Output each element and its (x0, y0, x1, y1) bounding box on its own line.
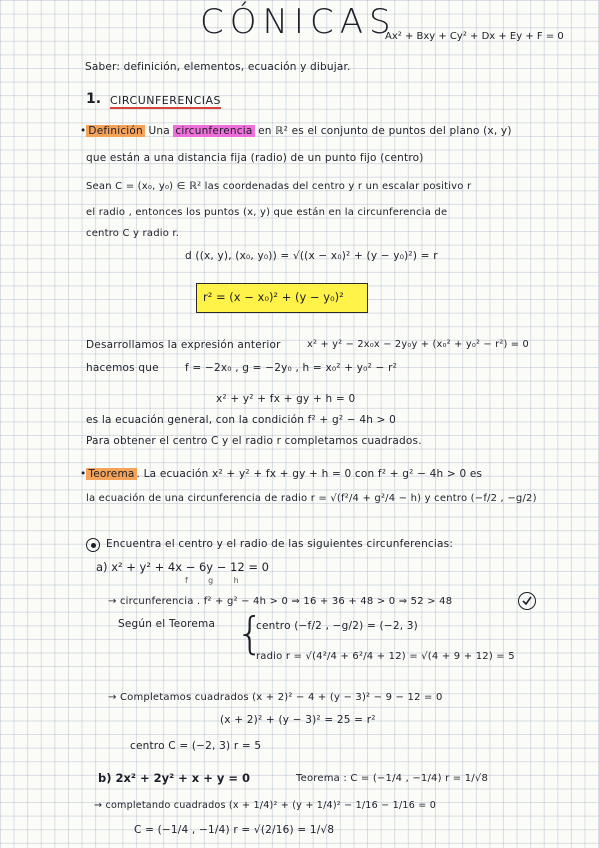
theorem-line-2: la ecuación de una circunferencia de radio r = √(f²/4 + g²/4 − h) y centro (−f/2 , −g/2) (86, 493, 537, 504)
brace-icon: { (236, 608, 264, 659)
definition-line-2: que están a una distancia fija (radio) de un punto fijo (centro) (86, 152, 424, 164)
exercise-a-centro: centro (−f/2 , −g/2) = (−2, 3) (256, 620, 418, 632)
develop-line-3: es la ecuación general, con la condición f² + g² − 4h > 0 (86, 414, 397, 426)
exercise-a-result: centro C = (−2, 3) r = 5 (130, 740, 262, 752)
general-conic-equation: Ax² + Bxy + Cy² + Dx + Ey + F = 0 (385, 31, 564, 42)
develop-line-4: Para obtener el centro C y el radio r completamos cuadrados. (86, 435, 422, 447)
theorem-line-1: • Teorema . La ecuación x² + y² + fx + gy + h = 0 con f² + g² − 4h > 0 es (80, 468, 483, 480)
exercise-b-result: C = (−1/4 , −1/4) r = √(2/16) = 1/√8 (134, 824, 335, 836)
general-equation: x² + y² + fx + gy + h = 0 (216, 393, 356, 405)
boxed-formula: r² = (x − x₀)² + (y − y₀)² (203, 290, 344, 304)
theorem-line-1-text: . La ecuación x² + y² + fx + gy + h = 0 con f² + g² − 4h > 0 es (136, 468, 483, 480)
definition-label: Definición (88, 125, 143, 137)
exercise-b-complete: → completando cuadrados (x + 1/4)² + (y + 1/4)² − 1/16 − 1/16 = 0 (94, 800, 437, 811)
exercise-a-equation: a) x² + y² + 4x − 6y − 12 = 0 (96, 560, 269, 574)
exercise-a-complete-1: → Completamos cuadrados (x + 2)² − 4 + (y − 3)² − 9 − 12 = 0 (108, 692, 443, 703)
develop-line-2b: f = −2x₀ , g = −2y₀ , h = x₀² + y₀² − r² (185, 362, 398, 374)
theorem-label: Teorema (88, 468, 135, 480)
page-title: CÓNICAS (200, 2, 397, 42)
exercise-a-theorem: Según el Teorema (118, 618, 216, 630)
sean-line-2: el radio , entonces los puntos (x, y) que están en la circunferencia de (86, 207, 448, 218)
section-heading: CIRCUNFERENCIAS (110, 94, 222, 107)
section-number: 1. (86, 91, 102, 107)
exercise-b-theorem: Teorema : C = (−1/4 , −1/4) r = 1/√8 (296, 773, 489, 784)
checkmark-icon (518, 592, 536, 610)
exercise-a-check: → circunferencia . f² + g² − 4h > 0 ⇒ 16 + 36 + 48 > 0 ⇒ 52 > 48 (108, 596, 453, 607)
definition-highlight: circunferencia (175, 125, 253, 137)
sean-line-3: centro C y radio r. (86, 228, 180, 239)
develop-line-2a: hacemos que (86, 362, 159, 374)
distance-formula: d ((x, y), (x₀, y₀)) = √((x − x₀)² + (y − y₀)²) = r (185, 250, 438, 262)
exercise-intro: Encuentra el centro y el radio de las siguientes circunferencias: (106, 538, 454, 550)
definition-una: Una (148, 125, 170, 137)
exercise-a-coefficient-letters: f g h (185, 576, 239, 585)
develop-line-1b: x² + y² − 2x₀x − 2y₀y + (x₀² + y₀² − r²) = 0 (307, 339, 529, 350)
definition-line-1: • Definición Una circunferencia en ℝ² es el conjunto de puntos del plano (x, y) (80, 125, 512, 137)
exercise-a-complete-2: (x + 2)² + (y − 3)² = 25 = r² (220, 714, 376, 726)
sean-line-1: Sean C = (x₀, y₀) ∈ ℝ² las coordenadas del centro y r un escalar positivo r (86, 181, 472, 192)
definition-rest: en ℝ² es el conjunto de puntos del plano (x, y) (258, 125, 512, 137)
exercise-a-radio: radio r = √(4²/4 + 6²/4 + 12) = √(4 + 9 + 12) = 5 (256, 651, 515, 662)
develop-line-1a: Desarrollamos la expresión anterior (86, 339, 281, 351)
goals-line: Saber: definición, elementos, ecuación y dibujar. (85, 61, 351, 73)
exercise-bullet-icon (86, 538, 100, 552)
exercise-b-equation: b) 2x² + 2y² + x + y = 0 (98, 771, 250, 785)
